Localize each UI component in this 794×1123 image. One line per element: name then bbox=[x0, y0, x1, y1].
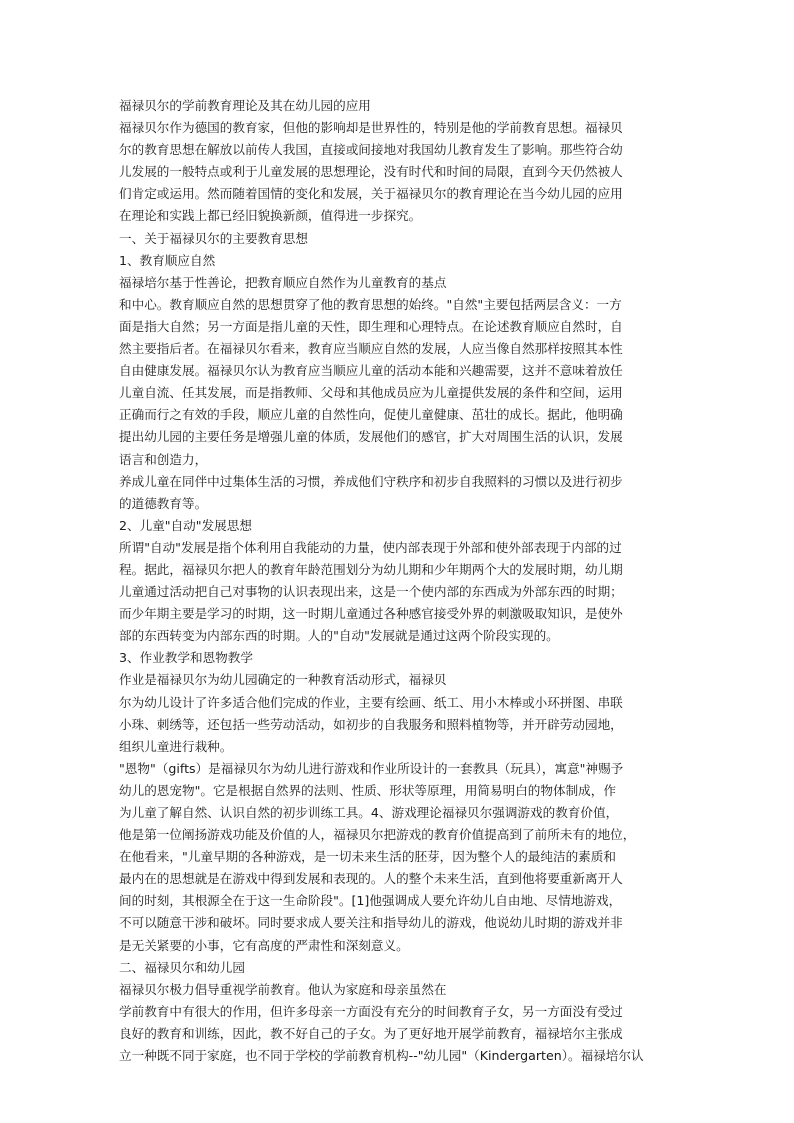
text-line: 语言和创造力， bbox=[119, 451, 208, 467]
text-line: 二、福禄贝尔和幼儿园 bbox=[119, 959, 245, 975]
text-line: 提出幼儿园的主要任务是增强儿童的体质，发展他们的感官，扩大对周围生活的认识，发展 bbox=[119, 429, 623, 445]
text-line: 为儿童了解自然、认识自然的初步训练工具。4、游戏理论福禄贝尔强调游戏的教育价值， bbox=[119, 805, 619, 820]
text-line: 们肯定或运用。然而随着国情的变化和发展，关于福禄贝尔的教育理论在当今幼儿园的应用 bbox=[119, 186, 623, 202]
document-page bbox=[119, 95, 679, 1067]
text-line: 立一种既不同于家庭，也不同于学校的学前教育机构--"幼儿园"（Kindergarten）。福禄培尔认 bbox=[119, 1048, 644, 1064]
text-line: "恩物"（gifts）是福禄贝尔为幼儿进行游戏和作业所设计的一套教具（玩具），寓意"神赐予 bbox=[119, 760, 624, 776]
text-line: 学前教育中有很大的作用，但许多母亲一方面没有充分的时间教育子女，另一方面没有受过 bbox=[119, 1003, 623, 1019]
text-line: 组织儿童进行栽种。 bbox=[119, 738, 233, 754]
text-line: 儿童通过活动把自己对事物的认识表现出来，这是一个使内部的东西成为外部东西的时期； bbox=[119, 584, 623, 600]
text-line: 部的东西转变为内部东西的时期。人的"自动"发展就是通过这两个阶段实现的。 bbox=[119, 628, 559, 644]
text-line: 一、关于福禄贝尔的主要教育思想 bbox=[119, 230, 308, 246]
text-line: 自由健康发展。福禄贝尔认为教育应当顺应儿童的活动本能和兴趣需要，这并不意味着放任 bbox=[119, 363, 623, 379]
text-line: 福禄贝尔作为德国的教育家，但他的影响却是世界性的，特别是他的学前教育思想。福禄贝 bbox=[119, 120, 623, 136]
text-line: 2、儿童"自动"发展思想 bbox=[119, 517, 252, 533]
text-line: 儿发展的一般特点或利于儿童发展的思想理论，没有时代和时间的局限，直到今天仍然被人 bbox=[119, 164, 623, 180]
text-line: 在他看来，"儿童早期的各种游戏，是一切未来生活的胚芽，因为整个人的最纯洁的素质和 bbox=[119, 849, 616, 865]
text-line: 然主要指后者。在福禄贝尔看来，教育应当顺应自然的发展，人应当像自然那样按照其本性 bbox=[119, 341, 623, 357]
text-line: 程。据此，福禄贝尔把人的教育年龄范围划分为幼儿期和少年期两个大的发展时期，幼儿期 bbox=[119, 561, 623, 577]
text-line: 在理论和实践上都已经旧貌换新颜，值得进一步探究。 bbox=[119, 208, 422, 224]
text-line: 作业是福禄贝尔为幼儿园确定的一种教育活动形式，福禄贝 bbox=[119, 672, 447, 688]
text-line: 而少年期主要是学习的时期，这一时期儿童通过各种感官接受外界的刺激吸取知识，是使外 bbox=[119, 606, 623, 622]
text-line: 他是第一位阐扬游戏功能及价值的人，福禄贝尔把游戏的教育价值提高到了前所未有的地位， bbox=[119, 827, 636, 843]
text-line: 小珠、刺绣等，还包括一些劳动活动，如初步的自我服务和照料植物等，并开辟劳动园地， bbox=[119, 716, 623, 732]
text-line: 尔的教育思想在解放以前传人我国，直接或间接地对我国幼儿教育发生了影响。那些符合幼 bbox=[119, 142, 623, 158]
document-title: 福禄贝尔的学前教育理论及其在幼儿园的应用 bbox=[119, 98, 371, 113]
text-line: 3、作业教学和恩物教学 bbox=[119, 650, 253, 666]
text-line: 最内在的思想就是在游戏中得到发展和表现的。人的整个未来生活，直到他将要重新离开人 bbox=[119, 871, 623, 887]
text-line: 尔为幼儿设计了许多适合他们完成的作业，主要有绘画、纸工、用小木棒或小环拼图、串联 bbox=[119, 694, 623, 710]
text-line: 是无关紧要的小事，它有高度的严肃性和深刻意义。 bbox=[119, 937, 409, 953]
text-line: 儿童自流、任其发展，而是指教师、父母和其他成员应为儿童提供发展的条件和空间，运用 bbox=[119, 385, 623, 401]
text-line: 福禄培尔基于性善论，把教育顺应自然作为儿童教育的基点 bbox=[119, 274, 447, 290]
text-line: 间的时刻，其根源全在于这一生命阶段"。[1]他强调成人要允许幼儿自由地、尽情地游戏， bbox=[119, 893, 622, 909]
text-line: 幼儿的恩宠物"。它是根据自然界的法则、性质、形状等原理，用简易明白的物体制成，作 bbox=[119, 782, 616, 798]
text-line: 养成儿童在同伴中过集体生活的习惯，养成他们守秩序和初步自我照料的习惯以及进行初步 bbox=[119, 473, 623, 489]
text-line: 福禄贝尔极力倡导重视学前教育。他认为家庭和母亲虽然在 bbox=[119, 981, 447, 997]
text-line: 面是指大自然；另一方面是指儿童的天性，即生理和心理特点。在论述教育顺应自然时，自 bbox=[119, 318, 623, 334]
text-line: 良好的教育和训练，因此，教不好自己的子女。为了更好地开展学前教育，福禄培尔主张成 bbox=[119, 1025, 623, 1041]
text-line: 的道德教育等。 bbox=[119, 495, 208, 511]
text-line: 不可以随意干涉和破坏。同时要求成人要关注和指导幼儿的游戏，他说幼儿时期的游戏并非 bbox=[119, 915, 623, 931]
text-line: 所谓"自动"发展是指个体利用自我能动的力量，使内部表现于外部和使外部表现于内部的过 bbox=[119, 539, 622, 555]
text-line: 正确而行之有效的手段，顺应儿童的自然性向，促使儿童健康、茁壮的成长。据此，他明确 bbox=[119, 407, 623, 423]
text-line: 和中心。教育顺应自然的思想贯穿了他的教育思想的始终。"自然"主要包括两层含义：一方 bbox=[119, 296, 622, 312]
text-line: 1、教育顺应自然 bbox=[119, 252, 216, 268]
